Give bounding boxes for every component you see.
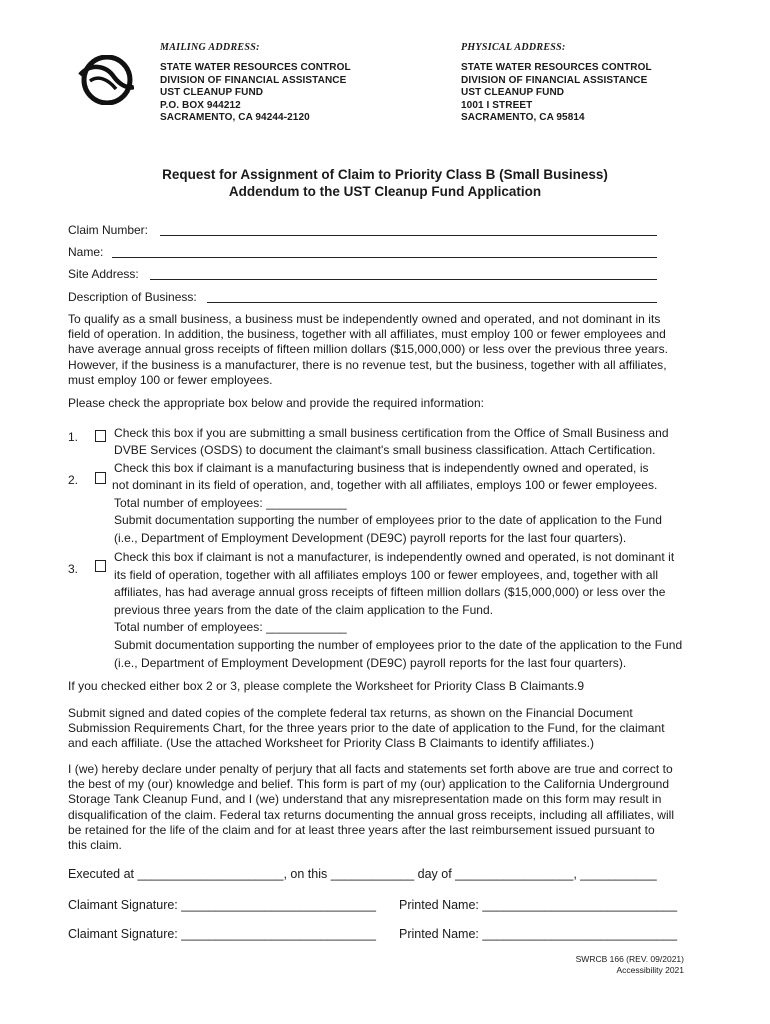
option-3-line: previous three years from the date of the claim application to the Fund. xyxy=(114,602,494,617)
option-3-checkbox[interactable] xyxy=(95,560,106,572)
physical-address-label: PHYSICAL ADDRESS: xyxy=(461,42,566,53)
intro-line: must employ 100 or fewer employees. xyxy=(68,372,273,387)
physical-line: 1001 I STREET xyxy=(461,99,533,111)
mailing-line: SACRAMENTO, CA 94244-2120 xyxy=(160,112,310,123)
option-1-line: Check this box if you are submitting a small business certification from the Office of Small Business and xyxy=(114,426,669,440)
form-title: Request for Assignment of Claim to Priority Class B (Small Business) xyxy=(162,167,608,182)
swrcb-logo xyxy=(76,55,134,105)
intro-paragraph xyxy=(68,312,668,388)
intro-line: field of operation. In addition, the business, together with all affiliates, must employ 100 or fewer employees and xyxy=(68,327,666,342)
option-1-checkbox[interactable] xyxy=(95,430,106,442)
option-2-text xyxy=(114,460,662,547)
form-subtitle: Addendum to the UST Cleanup Fund Application xyxy=(228,184,542,199)
option-2-number: 2. xyxy=(68,473,79,487)
submit-line: and each affiliate. (Use the attached Worksheet for Priority Class B Claimants to identify affiliates.) xyxy=(68,736,595,751)
declaration-paragraph xyxy=(68,762,674,853)
option-3-line: (i.e., Department of Employment Development (DE9C) payroll reports for the last four quarters). xyxy=(114,655,627,670)
declaration-line: be retained for the life of the claim and for at least three years after the last reimbursement issued pursuant to xyxy=(68,822,655,837)
declaration-line: Storage Tank Cleanup Fund, and I (we) understand that any misrepresentation made on this form may result in xyxy=(68,792,662,807)
declaration-line: this claim. xyxy=(68,838,122,853)
physical-line: UST CLEANUP FUND xyxy=(461,87,565,98)
physical-line: DIVISION OF FINANCIAL ASSISTANCE xyxy=(461,74,648,86)
option-3-line: its field of operation, together with all affiliates employs 100 or fewer employees, and, together with all xyxy=(114,567,659,582)
mailing-line: UST CLEANUP FUND xyxy=(160,87,264,98)
description-label: Description of Business: xyxy=(68,290,197,304)
option-2-employees[interactable]: Total number of employees: ____________ xyxy=(114,495,347,510)
option-2-line: Submit documentation supporting the number of employees prior to the date of application to the Fund xyxy=(114,513,662,528)
name-field[interactable] xyxy=(112,257,657,258)
form-number: SWRCB 166 (REV. 09/2021) xyxy=(575,954,684,964)
claim-number-field[interactable] xyxy=(160,235,657,236)
option-2-line: not dominant in its field of operation, and, together with all affiliates, employs 100 or fewer employees. xyxy=(112,478,658,493)
option-3-employees[interactable]: Total number of employees: ____________ xyxy=(114,620,347,635)
executed-line[interactable]: Executed at _____________________, on this ____________ day of _________________, ___________ xyxy=(68,867,657,881)
mailing-address-block xyxy=(160,62,351,125)
instruction-text: Please check the appropriate box below and provide the required information: xyxy=(68,396,485,410)
intro-line: To qualify as a small business, a business must be independently owned and operated, and not dominant in its xyxy=(68,312,661,326)
description-field[interactable] xyxy=(207,302,657,303)
site-address-field[interactable] xyxy=(150,279,657,280)
option-3-number: 3. xyxy=(68,562,79,576)
name-label: Name: xyxy=(68,245,104,259)
claimant-signature-1[interactable]: Claimant Signature: ____________________________ xyxy=(68,898,376,912)
site-address-label: Site Address: xyxy=(68,267,139,281)
option-3-line: Check this box if claimant is not a manufacturer, is independently owned and operated, is not dominant it xyxy=(114,550,675,564)
intro-line: However, if the business is a manufacturer, there is no revenue test, but the business, together with all affiliates, xyxy=(68,357,667,372)
option-1-line: DVBE Services (OSDS) to document the claimant's small business classification. Attach Certification. xyxy=(114,443,656,457)
option-2-line: (i.e., Department of Employment Development (DE9C) payroll reports for the last four quarters). xyxy=(114,530,627,545)
worksheet-note: If you checked either box 2 or 3, please complete the Worksheet for Priority Class B Claimants.9 xyxy=(68,679,585,693)
claim-number-label: Claim Number: xyxy=(68,223,149,237)
option-3-line: Submit documentation supporting the number of employees prior to the date of the application to the Fund xyxy=(114,637,683,652)
mailing-line: P.O. BOX 944212 xyxy=(160,99,241,111)
claimant-signature-2[interactable]: Claimant Signature: ____________________________ xyxy=(68,927,376,941)
intro-line: have average annual gross receipts of fifteen million dollars ($15,000,000) or less over the previous three years. xyxy=(68,342,669,357)
option-3-line: affiliates, has had average annual gross receipts of fifteen million dollars ($15,000,000) or less over the xyxy=(114,585,666,600)
mailing-line: DIVISION OF FINANCIAL ASSISTANCE xyxy=(160,74,347,86)
physical-address-block xyxy=(461,62,652,125)
accessibility-note: Accessibility 2021 xyxy=(616,965,684,975)
mailing-line: STATE WATER RESOURCES CONTROL xyxy=(160,62,351,73)
submit-line: Submit signed and dated copies of the complete federal tax returns, as shown on the Financial Document xyxy=(68,706,633,720)
option-1-text xyxy=(114,425,669,459)
declaration-line: I (we) hereby declare under penalty of perjury that all facts and statements set forth above are true and correct to xyxy=(68,762,673,776)
physical-line: SACRAMENTO, CA 95814 xyxy=(461,112,585,123)
submit-paragraph xyxy=(68,706,665,752)
submit-line: Submission Requirements Chart, for the three years prior to the date of application to the Fund, for the claimant xyxy=(68,721,665,736)
option-3-text xyxy=(114,549,682,672)
mailing-address-label: MAILING ADDRESS: xyxy=(160,42,260,53)
option-2-checkbox[interactable] xyxy=(95,472,106,484)
option-1-number: 1. xyxy=(68,430,79,444)
physical-line: STATE WATER RESOURCES CONTROL xyxy=(461,62,652,73)
printed-name-1[interactable]: Printed Name: ____________________________ xyxy=(399,898,678,912)
option-2-line: Check this box if claimant is a manufacturing business that is independently owned and operated, is xyxy=(114,461,649,475)
declaration-line: the best of my (our) knowledge and belief. This form is part of my (our) application to the California Underground xyxy=(68,777,670,792)
printed-name-2[interactable]: Printed Name: ____________________________ xyxy=(399,927,678,941)
declaration-line: disqualification of the claim. Federal tax returns documenting the annual gross receipts, including all affiliates, will xyxy=(68,807,675,822)
